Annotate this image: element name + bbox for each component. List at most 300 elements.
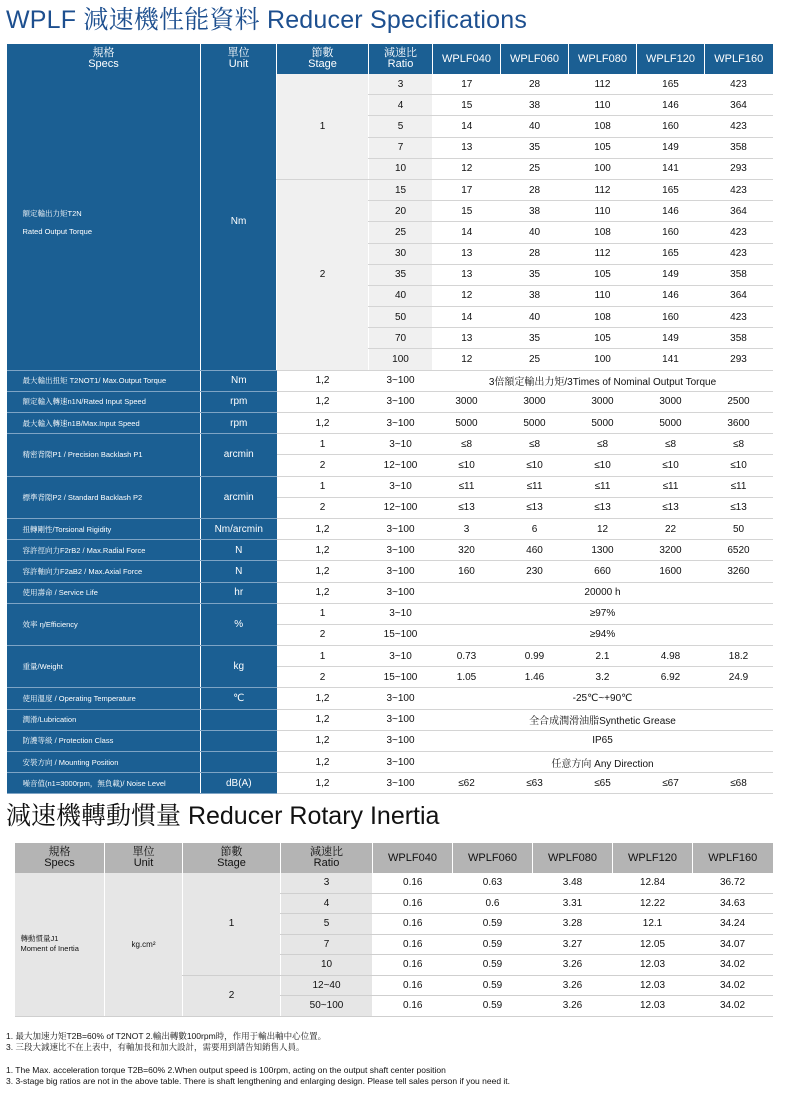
value-cell: 160 — [433, 561, 501, 582]
ratio-cell: 3~100 — [369, 413, 433, 434]
value-cell: 5000 — [433, 413, 501, 434]
value-cell: ≤10 — [501, 455, 569, 476]
ratio-cell: 12~100 — [369, 455, 433, 476]
value-cell: 1300 — [569, 540, 637, 561]
value-cell: 34.07 — [693, 934, 773, 955]
value-cell: ≤13 — [501, 497, 569, 518]
value-cell: 364 — [705, 201, 773, 222]
value-cell: 35 — [501, 137, 569, 158]
value-cell: 28 — [501, 243, 569, 264]
value-cell: 20000 h — [433, 582, 773, 603]
header-ratio-zh: 減速比 — [384, 47, 417, 59]
value-cell: 3.28 — [533, 914, 613, 935]
value-cell: 364 — [705, 285, 773, 306]
spec-label-efficiency: 效率 η/Efficiency — [7, 603, 201, 645]
value-cell: ≤8 — [705, 434, 773, 455]
ratio-cell: 3~10 — [369, 434, 433, 455]
value-cell: ≤8 — [501, 434, 569, 455]
value-cell: ≤13 — [705, 497, 773, 518]
spec-unit: hr — [201, 582, 277, 603]
ratio-cell: 3~100 — [369, 370, 433, 391]
stage-cell: 1,2 — [277, 391, 369, 412]
header-model: WPLF120 — [613, 843, 693, 873]
inertia-label — [15, 873, 105, 1016]
table-row — [7, 74, 773, 95]
value-cell: 3.26 — [533, 975, 613, 996]
value-cell: 17 — [433, 74, 501, 95]
ratio-cell: 25 — [369, 222, 433, 243]
table-row — [7, 730, 773, 751]
ratio-cell: 3~100 — [369, 540, 433, 561]
value-cell: 105 — [569, 328, 637, 349]
value-cell: ≤62 — [433, 773, 501, 794]
value-cell: ≤10 — [705, 455, 773, 476]
value-cell: 100 — [569, 158, 637, 179]
value-cell: 6.92 — [637, 667, 705, 688]
value-cell: 15 — [433, 201, 501, 222]
note-zh-line: 1. 最大加速力矩T2B=60% of T2NOT 2.輸出轉數100rpm時，作用于輸出軸中心位置。 — [6, 1031, 327, 1041]
value-cell: 38 — [501, 285, 569, 306]
header-unit-en: Unit — [133, 857, 154, 869]
stage-cell: 1,2 — [277, 730, 369, 751]
value-cell: ≤67 — [637, 773, 705, 794]
spec-unit: Nm — [201, 74, 277, 370]
ratio-cell: 10 — [369, 158, 433, 179]
header-model: WPLF060 — [501, 44, 569, 74]
value-cell: 149 — [637, 328, 705, 349]
table-row — [7, 540, 773, 561]
header-stage-en: Stage — [217, 857, 246, 869]
header-model: WPLF160 — [693, 843, 773, 873]
table-row — [7, 773, 773, 794]
note-en-line: 3. 3-stage big ratios are not in the above table. There is shaft lengthening and enlarging design. Please tell sales person if you need it. — [6, 1076, 511, 1086]
value-cell: 3.48 — [533, 873, 613, 893]
stage-cell: 1 — [277, 74, 369, 179]
value-cell: ≥94% — [433, 624, 773, 645]
value-cell: 149 — [637, 137, 705, 158]
table-row — [15, 873, 773, 893]
header-specs-en: Specs — [88, 58, 119, 70]
value-cell: 34.02 — [693, 975, 773, 996]
ratio-cell: 3~100 — [369, 518, 433, 539]
table-row — [7, 646, 773, 667]
value-cell: ≤8 — [569, 434, 637, 455]
value-cell: 3000 — [569, 391, 637, 412]
ratio-cell: 70 — [369, 328, 433, 349]
value-cell: 24.9 — [705, 667, 773, 688]
value-cell: 660 — [569, 561, 637, 582]
value-cell: ≤63 — [501, 773, 569, 794]
value-cell: 5000 — [501, 413, 569, 434]
table-row — [7, 476, 773, 497]
stage-cell: 1 — [183, 873, 281, 975]
stage-cell: 2 — [277, 667, 369, 688]
spec-label-lubrication: 潤滑/Lubrication — [7, 709, 201, 730]
stage-cell: 1,2 — [277, 773, 369, 794]
header-unit — [201, 44, 277, 74]
ratio-cell: 3 — [369, 74, 433, 95]
value-cell: 14 — [433, 116, 501, 137]
value-cell: 423 — [705, 222, 773, 243]
spec-label-mounting: 安裝方向 / Mounting Position — [7, 752, 201, 773]
value-cell: 40 — [501, 116, 569, 137]
header-specs-en: Specs — [44, 857, 75, 869]
ratio-cell: 7 — [369, 137, 433, 158]
rated-torque-label-zh: 額定輸出力矩T2N — [22, 208, 82, 218]
value-cell: ≤11 — [637, 476, 705, 497]
value-cell: 1.46 — [501, 667, 569, 688]
value-cell: 423 — [705, 116, 773, 137]
value-cell: 0.16 — [373, 934, 453, 955]
ratio-cell: 3 — [281, 873, 373, 893]
value-cell: 364 — [705, 95, 773, 116]
value-cell: 358 — [705, 137, 773, 158]
spec-label-protection: 防護等級 / Protection Class — [7, 730, 201, 751]
value-cell: 160 — [637, 116, 705, 137]
value-cell: 38 — [501, 201, 569, 222]
value-cell: ≤10 — [569, 455, 637, 476]
value-cell: 12.22 — [613, 893, 693, 914]
stage-cell: 2 — [277, 624, 369, 645]
value-cell: 110 — [569, 95, 637, 116]
header-model: WPLF080 — [569, 44, 637, 74]
notes-en — [6, 1065, 510, 1087]
spec-unit: arcmin — [201, 476, 277, 518]
rated-torque-label-en: Rated Output Torque — [22, 226, 92, 236]
value-cell: 50 — [705, 518, 773, 539]
ratio-cell: 3~100 — [369, 752, 433, 773]
inertia-label-zh: 轉動慣量J1 — [20, 934, 59, 944]
stage-cell: 1,2 — [277, 752, 369, 773]
value-cell: 1600 — [637, 561, 705, 582]
ratio-cell: 3~100 — [369, 773, 433, 794]
notes-zh — [6, 1031, 326, 1053]
stage-cell: 1,2 — [277, 540, 369, 561]
value-cell: 160 — [637, 222, 705, 243]
spec-label-standard-backlash: 標準背隙P2 / Standard Backlash P2 — [7, 476, 201, 518]
value-cell: 423 — [705, 74, 773, 95]
value-cell: 108 — [569, 116, 637, 137]
value-cell: 14 — [433, 307, 501, 328]
value-cell: 5000 — [569, 413, 637, 434]
value-cell: 293 — [705, 158, 773, 179]
header-ratio-en: Ratio — [387, 58, 414, 70]
value-cell: 146 — [637, 95, 705, 116]
ratio-cell: 3~100 — [369, 709, 433, 730]
ratio-cell: 3~100 — [369, 561, 433, 582]
value-cell: 108 — [569, 307, 637, 328]
stage-cell: 1,2 — [277, 688, 369, 709]
value-cell: 0.99 — [501, 646, 569, 667]
value-cell: 40 — [501, 222, 569, 243]
ratio-cell: 5 — [369, 116, 433, 137]
spec-unit: kg — [201, 646, 277, 688]
spec-unit: arcmin — [201, 434, 277, 476]
stage-cell: 1,2 — [277, 709, 369, 730]
spec-unit: N — [201, 561, 277, 582]
value-cell: 105 — [569, 137, 637, 158]
value-cell: ≤68 — [705, 773, 773, 794]
ratio-cell: 4 — [281, 893, 373, 914]
header-stage-zh: 節數 — [311, 47, 334, 59]
value-cell: 4.98 — [637, 646, 705, 667]
value-cell: 35 — [501, 328, 569, 349]
value-cell: ≤10 — [433, 455, 501, 476]
value-cell: 15 — [433, 95, 501, 116]
stage-cell: 1 — [277, 603, 369, 624]
value-cell: 34.24 — [693, 914, 773, 935]
value-cell: 13 — [433, 328, 501, 349]
spec-label-axial-force: 容許軸向力F2aB2 / Max.Axial Force — [7, 561, 201, 582]
header-stage — [183, 843, 281, 873]
value-cell: -25℃~+90℃ — [433, 688, 773, 709]
value-cell: 全合成潤滑油脂Synthetic Grease — [433, 709, 773, 730]
spec-header-row — [7, 44, 773, 74]
spec-label-radial-force: 容許徑向力F2rB2 / Max.Radial Force — [7, 540, 201, 561]
value-cell: ≤11 — [705, 476, 773, 497]
ratio-cell: 3~100 — [369, 688, 433, 709]
value-cell: 3.27 — [533, 934, 613, 955]
value-cell: 28 — [501, 179, 569, 200]
header-model: WPLF160 — [705, 44, 773, 74]
value-cell: 任意方向 Any Direction — [433, 752, 773, 773]
value-cell: 3200 — [637, 540, 705, 561]
value-cell: 3.26 — [533, 955, 613, 976]
ratio-cell: 3~10 — [369, 476, 433, 497]
value-cell: 18.2 — [705, 646, 773, 667]
spec-label-rated-torque — [7, 74, 201, 370]
ratio-cell: 3~10 — [369, 603, 433, 624]
header-unit — [105, 843, 183, 873]
value-cell: ≤11 — [433, 476, 501, 497]
value-cell: 28 — [501, 74, 569, 95]
value-cell: 0.16 — [373, 996, 453, 1017]
stage-cell: 1 — [277, 476, 369, 497]
value-cell: 34.02 — [693, 955, 773, 976]
value-cell: ≤13 — [433, 497, 501, 518]
value-cell: 112 — [569, 243, 637, 264]
spec-unit: Nm — [201, 370, 277, 391]
value-cell: 6520 — [705, 540, 773, 561]
value-cell: 13 — [433, 264, 501, 285]
value-cell: 12.03 — [613, 996, 693, 1017]
header-unit-zh: 單位 — [132, 846, 155, 858]
value-cell: 112 — [569, 74, 637, 95]
page-title: WPLF 減速機性能資料 Reducer Specifications — [6, 6, 528, 34]
value-cell: 0.16 — [373, 914, 453, 935]
value-cell: 0.59 — [453, 996, 533, 1017]
stage-cell: 2 — [277, 179, 369, 370]
spec-unit: dB(A) — [201, 773, 277, 794]
header-model: WPLF060 — [453, 843, 533, 873]
stage-cell: 1,2 — [277, 413, 369, 434]
value-cell: 0.59 — [453, 975, 533, 996]
header-model: WPLF040 — [433, 44, 501, 74]
header-model: WPLF120 — [637, 44, 705, 74]
ratio-cell: 10 — [281, 955, 373, 976]
ratio-cell: 50~100 — [281, 996, 373, 1017]
ratio-cell: 4 — [369, 95, 433, 116]
value-cell: 3000 — [501, 391, 569, 412]
value-cell: 3000 — [637, 391, 705, 412]
stage-cell: 1,2 — [277, 370, 369, 391]
header-specs-zh: 規格 — [48, 846, 71, 858]
value-cell: 38 — [501, 95, 569, 116]
value-cell: ≤65 — [569, 773, 637, 794]
value-cell: 13 — [433, 137, 501, 158]
value-cell: 141 — [637, 158, 705, 179]
value-cell: 3600 — [705, 413, 773, 434]
header-unit-zh: 單位 — [227, 47, 250, 59]
ratio-cell: 40 — [369, 285, 433, 306]
value-cell: ≤10 — [637, 455, 705, 476]
value-cell: 3 — [433, 518, 501, 539]
value-cell: 149 — [637, 264, 705, 285]
value-cell: 12 — [433, 158, 501, 179]
header-unit-en: Unit — [228, 58, 249, 70]
value-cell: ≥97% — [433, 603, 773, 624]
header-specs — [7, 44, 201, 74]
ratio-cell: 5 — [281, 914, 373, 935]
value-cell: 3倍額定輸出力矩/3Times of Nominal Output Torque — [433, 370, 773, 391]
spec-unit: Nm/arcmin — [201, 518, 277, 539]
table-row — [7, 752, 773, 773]
table-row — [7, 561, 773, 582]
spec-label-service-life: 使用壽命 / Service Life — [7, 582, 201, 603]
ratio-cell: 100 — [369, 349, 433, 370]
value-cell: 0.6 — [453, 893, 533, 914]
value-cell: 146 — [637, 201, 705, 222]
table-row — [7, 370, 773, 391]
value-cell: 14 — [433, 222, 501, 243]
reducer-spec-table — [6, 44, 773, 794]
ratio-cell: 15~100 — [369, 667, 433, 688]
value-cell: ≤13 — [569, 497, 637, 518]
value-cell: 12 — [569, 518, 637, 539]
value-cell: 108 — [569, 222, 637, 243]
value-cell: 13 — [433, 243, 501, 264]
ratio-cell: 15~100 — [369, 624, 433, 645]
ratio-cell: 30 — [369, 243, 433, 264]
value-cell: 22 — [637, 518, 705, 539]
spec-unit — [201, 752, 277, 773]
value-cell: 40 — [501, 307, 569, 328]
spec-label-noise: 噪音值(n1=3000rpm，無負載)/ Noise Level — [7, 773, 201, 794]
value-cell: 12 — [433, 349, 501, 370]
value-cell: 3.2 — [569, 667, 637, 688]
value-cell: ≤8 — [637, 434, 705, 455]
inertia-label-en: Moment of Inertia — [20, 944, 79, 954]
ratio-cell: 3~10 — [369, 646, 433, 667]
value-cell: 141 — [637, 349, 705, 370]
value-cell: 0.16 — [373, 873, 453, 893]
table-row — [7, 434, 773, 455]
header-model: WPLF080 — [533, 843, 613, 873]
value-cell: 423 — [705, 307, 773, 328]
value-cell: ≤13 — [637, 497, 705, 518]
ratio-cell: 12~40 — [281, 975, 373, 996]
value-cell: 12.05 — [613, 934, 693, 955]
stage-cell: 1,2 — [277, 561, 369, 582]
spec-label-max-speed: 最大輸入轉速n1B/Max.Input Speed — [7, 413, 201, 434]
table-row — [7, 603, 773, 624]
ratio-cell: 3~100 — [369, 391, 433, 412]
stage-cell: 2 — [183, 975, 281, 1016]
ratio-cell: 7 — [281, 934, 373, 955]
note-zh-line: 3. 三段大減速比不在上表中，有軸加長和加大設計，需要用到請告知銷售人員。 — [6, 1042, 305, 1052]
header-ratio-en: Ratio — [313, 857, 340, 869]
value-cell: 2500 — [705, 391, 773, 412]
value-cell: 423 — [705, 179, 773, 200]
value-cell: 17 — [433, 179, 501, 200]
value-cell: 146 — [637, 285, 705, 306]
value-cell: 112 — [569, 179, 637, 200]
spec-unit: N — [201, 540, 277, 561]
value-cell: 0.59 — [453, 955, 533, 976]
value-cell: 0.16 — [373, 955, 453, 976]
header-model: WPLF040 — [373, 843, 453, 873]
value-cell: 25 — [501, 158, 569, 179]
value-cell: 34.63 — [693, 893, 773, 914]
value-cell: 165 — [637, 243, 705, 264]
spec-label-torsional-rigidity: 扭轉剛性/Torsional Rigidity — [7, 518, 201, 539]
table-row — [7, 709, 773, 730]
spec-unit: rpm — [201, 413, 277, 434]
header-ratio — [281, 843, 373, 873]
ratio-cell: 3~100 — [369, 730, 433, 751]
header-ratio-zh: 減速比 — [310, 846, 343, 858]
value-cell: 0.59 — [453, 934, 533, 955]
header-ratio — [369, 44, 433, 74]
table-row — [7, 518, 773, 539]
spec-unit — [201, 709, 277, 730]
ratio-cell: 50 — [369, 307, 433, 328]
table-row — [7, 391, 773, 412]
inertia-unit: kg.cm² — [105, 873, 183, 1016]
ratio-cell: 12~100 — [369, 497, 433, 518]
value-cell: 12.1 — [613, 914, 693, 935]
header-stage-en: Stage — [308, 58, 337, 70]
value-cell: 320 — [433, 540, 501, 561]
value-cell: ≤11 — [501, 476, 569, 497]
value-cell: 0.63 — [453, 873, 533, 893]
rotary-inertia-table — [14, 843, 773, 1017]
value-cell: 165 — [637, 74, 705, 95]
table-row — [7, 688, 773, 709]
spec-unit: rpm — [201, 391, 277, 412]
value-cell: 105 — [569, 264, 637, 285]
value-cell: 0.16 — [373, 975, 453, 996]
value-cell: 12.03 — [613, 975, 693, 996]
value-cell: 3260 — [705, 561, 773, 582]
value-cell: 358 — [705, 328, 773, 349]
table-row — [7, 582, 773, 603]
stage-cell: 2 — [277, 497, 369, 518]
spec-label-temperature: 使用溫度 / Operating Temperature — [7, 688, 201, 709]
value-cell: 3000 — [433, 391, 501, 412]
stage-cell: 1 — [277, 434, 369, 455]
value-cell: 0.73 — [433, 646, 501, 667]
value-cell: 25 — [501, 349, 569, 370]
value-cell: 36.72 — [693, 873, 773, 893]
stage-cell: 2 — [277, 455, 369, 476]
value-cell: 1.05 — [433, 667, 501, 688]
ratio-cell: 15 — [369, 179, 433, 200]
value-cell: 12 — [433, 285, 501, 306]
stage-cell: 1 — [277, 646, 369, 667]
value-cell: 160 — [637, 307, 705, 328]
value-cell: ≤11 — [569, 476, 637, 497]
